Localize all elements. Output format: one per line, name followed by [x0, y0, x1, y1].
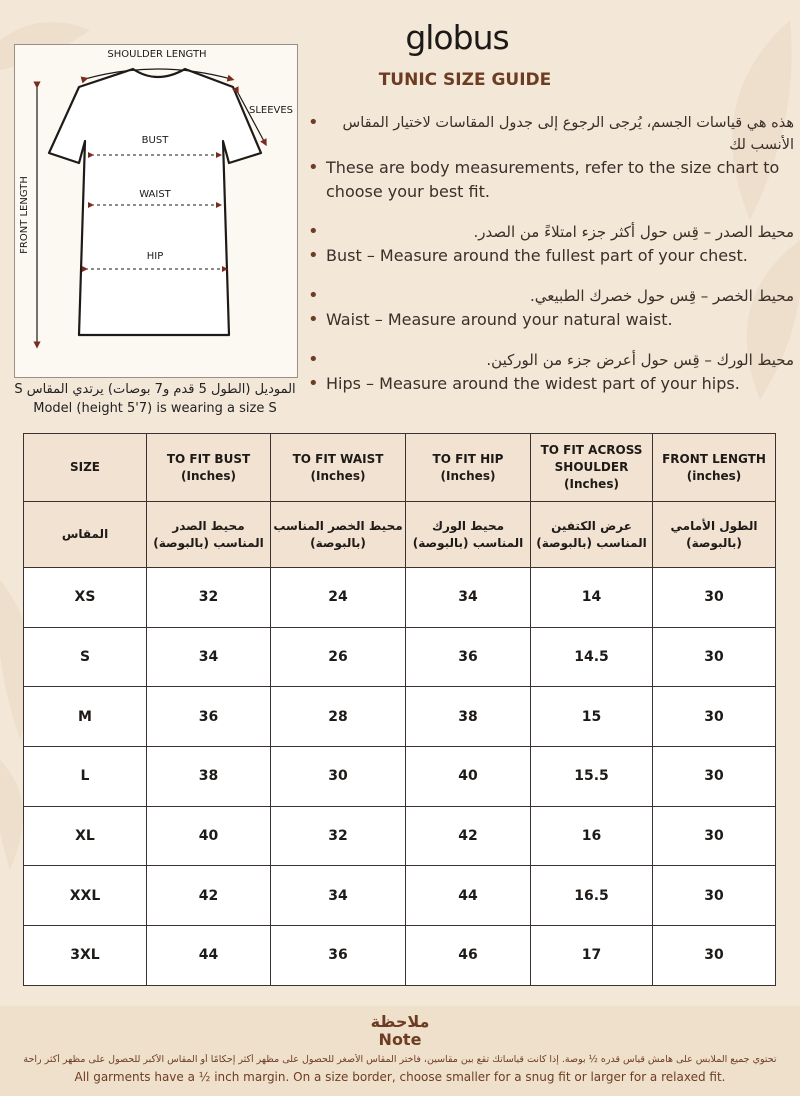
- instruction-ar: • محيط الورك – قِس حول أعرض جزء من الوركين.: [308, 349, 794, 370]
- instruction-ar: • هذه هي قياسات الجسم، يُرجى الرجوع إلى جدول المقاسات لاختيار المقاس الأنسب لك: [308, 112, 794, 153]
- header-size: SIZE: [24, 434, 147, 502]
- waist-label: WAIST: [139, 189, 171, 200]
- cell-waist: 24: [271, 568, 406, 628]
- cell-hip: 38: [406, 687, 531, 747]
- header-bust-ar: محيط الصدر المناسب (بالبوصة): [147, 502, 271, 568]
- cell-hip: 42: [406, 806, 531, 866]
- cell-front-length: 30: [653, 866, 776, 926]
- cell-waist: 26: [271, 627, 406, 687]
- instruction-item: [304, 348, 794, 396]
- header-front-length-ar: الطول الأمامي (بالبوصة): [653, 502, 776, 568]
- cell-shoulder: 16: [531, 806, 653, 866]
- instruction-en: • Waist – Measure around your natural waist.: [304, 308, 794, 332]
- note-title: Note: [378, 1030, 422, 1049]
- sleeves-label: SLEEVES: [248, 105, 294, 116]
- cell-front-length: 30: [653, 806, 776, 866]
- cell-waist: 34: [271, 866, 406, 926]
- instruction-en: • Hips – Measure around the widest part of your hips.: [304, 372, 794, 396]
- header-shoulder-ar: عرض الكتفين المناسب (بالبوصة): [531, 502, 653, 568]
- instruction-ar: • محيط الخصر – قِس حول خصرك الطبيعي.: [308, 285, 794, 306]
- header-waist-ar: محيط الخصر المناسب (بالبوصة): [271, 502, 406, 568]
- cell-waist: 32: [271, 806, 406, 866]
- cell-bust: 38: [147, 747, 271, 807]
- page-title: TUNIC SIZE GUIDE: [378, 70, 552, 90]
- cell-hip: 34: [406, 568, 531, 628]
- cell-hip: 40: [406, 747, 531, 807]
- note-title-ar: ملاحظة: [370, 1012, 430, 1031]
- bust-label: BUST: [141, 135, 169, 146]
- instruction-en: • These are body measurements, refer to the size chart to choose your best fit.: [304, 156, 794, 204]
- model-note-en: Model (height 5'7) is wearing a size S: [33, 401, 277, 416]
- cell-shoulder: 15: [531, 687, 653, 747]
- cell-size: XXL: [24, 866, 147, 926]
- cell-hip: 44: [406, 866, 531, 926]
- cell-size: XL: [24, 806, 147, 866]
- cell-size: M: [24, 687, 147, 747]
- model-note: [10, 380, 300, 418]
- header-shoulder: TO FIT ACROSS SHOULDER (Inches): [531, 434, 653, 502]
- tunic-measurement-diagram: [14, 44, 298, 378]
- cell-size: L: [24, 747, 147, 807]
- table-row: [24, 806, 776, 866]
- shoulder-label: SHOULDER LENGTH: [107, 49, 207, 60]
- cell-front-length: 30: [653, 687, 776, 747]
- instruction-en: • Bust – Measure around the fullest part of your chest.: [304, 244, 794, 268]
- note-text-ar: تحتوي جميع الملابس على هامش قياس قدره ½ بوصة. إذا كانت قياساتك تقع بين مقاسين، فاختر المقاس الأصغر للحصول على مظهر أكثر إحكامًا أو المقاس الأكبر للحصول على مظهر أكثر راحة: [23, 1054, 777, 1065]
- table-row: [24, 747, 776, 807]
- header-bust: TO FIT BUST (Inches): [147, 434, 271, 502]
- table-row: [24, 568, 776, 628]
- cell-waist: 28: [271, 687, 406, 747]
- cell-bust: 40: [147, 806, 271, 866]
- cell-bust: 34: [147, 627, 271, 687]
- brand-logo: globus: [405, 18, 509, 57]
- instruction-item: [304, 112, 794, 204]
- tunic-illustration: [15, 45, 299, 379]
- cell-bust: 42: [147, 866, 271, 926]
- cell-size: S: [24, 627, 147, 687]
- table-row: [24, 866, 776, 926]
- cell-shoulder: 14.5: [531, 627, 653, 687]
- instruction-item: [304, 220, 794, 268]
- instruction-item: [304, 284, 794, 332]
- measurement-instructions: [304, 112, 794, 410]
- cell-front-length: 30: [653, 627, 776, 687]
- header-waist: TO FIT WAIST (Inches): [271, 434, 406, 502]
- header-hip: TO FIT HIP (Inches): [406, 434, 531, 502]
- tunic-outline: [49, 69, 261, 335]
- cell-hip: 36: [406, 627, 531, 687]
- table-row: [24, 926, 776, 986]
- cell-bust: 44: [147, 926, 271, 986]
- instruction-ar: • محيط الصدر – قِس حول أكثر جزء امتلاءً من الصدر.: [308, 221, 794, 242]
- cell-shoulder: 16.5: [531, 866, 653, 926]
- cell-waist: 36: [271, 926, 406, 986]
- front-length-label: FRONT LENGTH: [19, 176, 30, 254]
- cell-waist: 30: [271, 747, 406, 807]
- size-chart-table: [23, 433, 776, 986]
- cell-size: 3XL: [24, 926, 147, 986]
- cell-bust: 32: [147, 568, 271, 628]
- cell-shoulder: 15.5: [531, 747, 653, 807]
- note-text: All garments have a ½ inch margin. On a size border, choose smaller for a snug fit or larger for a relaxed fit.: [74, 1070, 726, 1084]
- cell-front-length: 30: [653, 568, 776, 628]
- model-note-ar: الموديل (الطول 5 قدم و7 بوصات) يرتدي المقاس S: [14, 382, 296, 397]
- table-header-row-en: [24, 434, 776, 502]
- cell-shoulder: 14: [531, 568, 653, 628]
- header-front-length: FRONT LENGTH (inches): [653, 434, 776, 502]
- cell-front-length: 30: [653, 926, 776, 986]
- hip-label: HIP: [146, 251, 164, 262]
- cell-hip: 46: [406, 926, 531, 986]
- cell-shoulder: 17: [531, 926, 653, 986]
- cell-size: XS: [24, 568, 147, 628]
- cell-bust: 36: [147, 687, 271, 747]
- table-row: [24, 627, 776, 687]
- cell-front-length: 30: [653, 747, 776, 807]
- table-header-row-ar: [24, 502, 776, 568]
- header-hip-ar: محيط الورك المناسب (بالبوصة): [406, 502, 531, 568]
- header-size-ar: المقاس: [24, 502, 147, 568]
- table-row: [24, 687, 776, 747]
